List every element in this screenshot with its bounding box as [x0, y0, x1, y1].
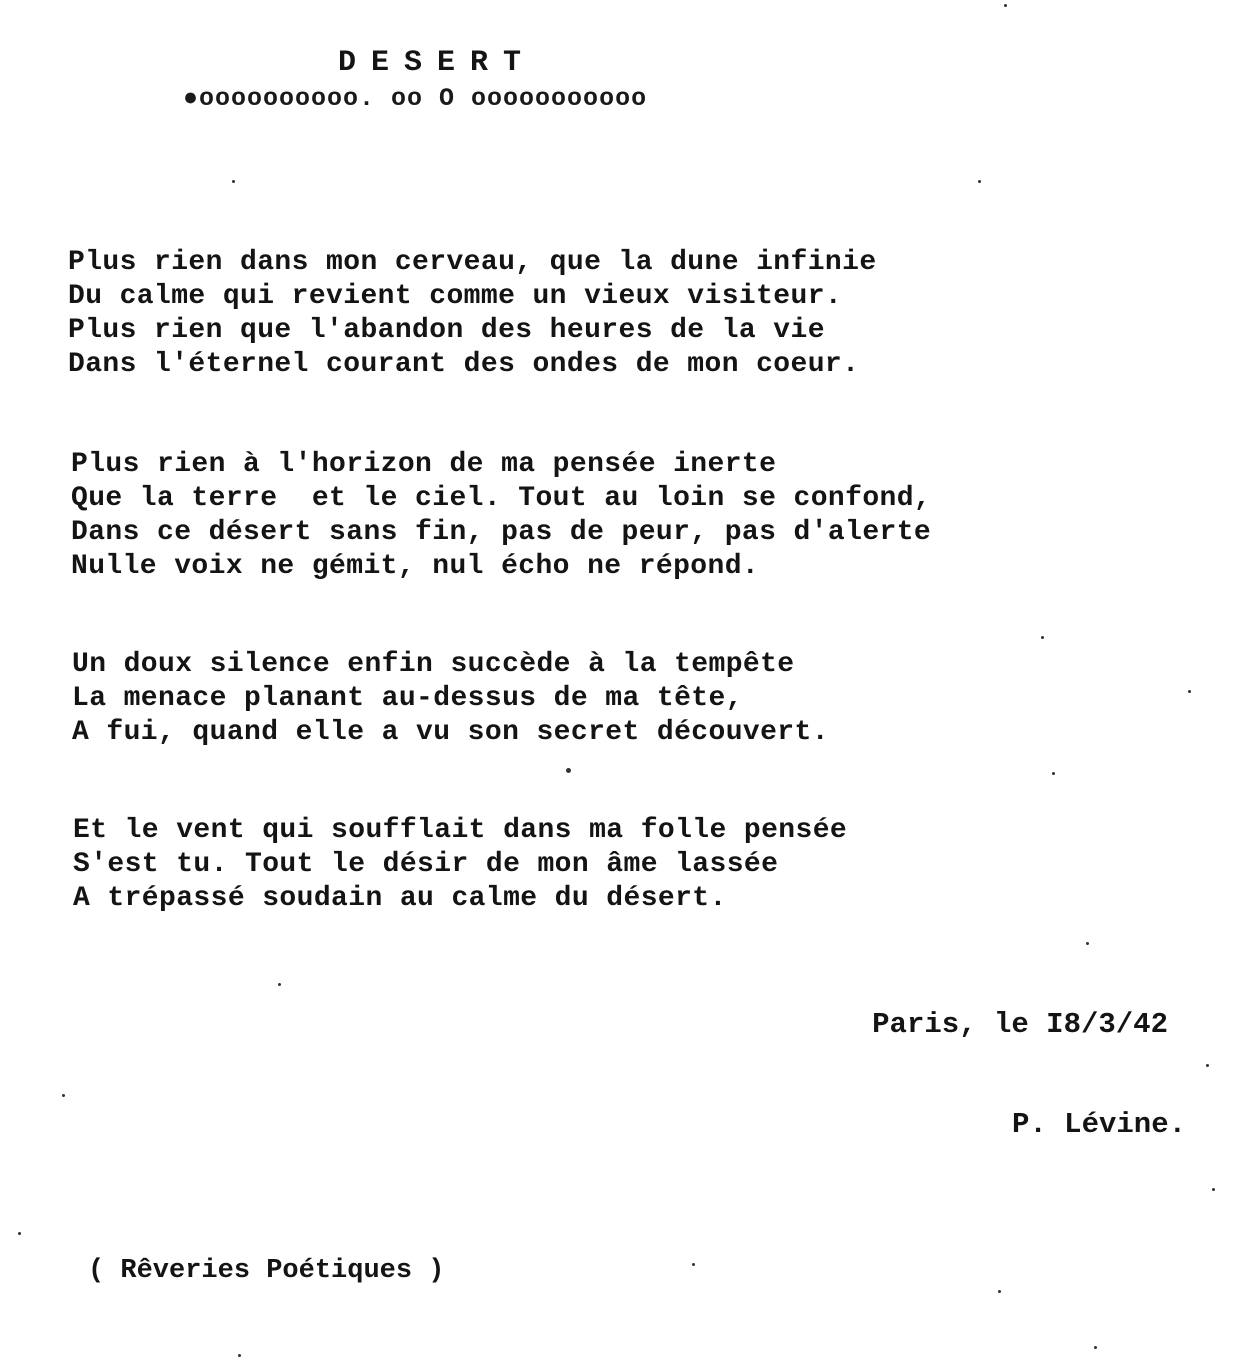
- scan-speck: [1212, 1188, 1215, 1191]
- stanza-4: [73, 814, 847, 916]
- scan-speck: [62, 1094, 65, 1097]
- poem-line: Que la terre et le ciel. Tout au loin se confond,: [71, 483, 932, 514]
- poem-line: Dans ce désert sans fin, pas de peur, pas d'alerte: [71, 517, 932, 548]
- stanza-2: [71, 448, 931, 584]
- poem-line: S'est tu. Tout le désir de mon âme lassée: [73, 849, 779, 880]
- scan-speck: [1188, 690, 1191, 693]
- poem-line: Et le vent qui soufflait dans ma folle pensée: [73, 815, 848, 846]
- scan-speck: [978, 180, 981, 183]
- scan-speck: [1206, 1064, 1209, 1067]
- scan-speck: [998, 1290, 1001, 1293]
- poem-line: Plus rien dans mon cerveau, que la dune infinie: [68, 247, 877, 278]
- poem-line: Plus rien que l'abandon des heures de la vie: [68, 315, 825, 346]
- poem-line: Nulle voix ne gémit, nul écho ne répond.: [71, 551, 760, 582]
- signature: P. Lévine.: [1011, 1108, 1186, 1141]
- scan-speck: [1004, 4, 1007, 7]
- stanza-1: [68, 246, 877, 382]
- scan-speck: [1094, 1346, 1097, 1349]
- scan-speck: [232, 180, 235, 183]
- poem-title: DESERT: [338, 46, 537, 80]
- scan-speck: [1041, 636, 1044, 639]
- poem-line: Plus rien à l'horizon de ma pensée inerte: [71, 449, 777, 480]
- poem-line: La menace planant au-dessus de ma tête,: [72, 683, 743, 714]
- title-ornament: ●oooooooooo. oo O ooooooooooo: [183, 84, 648, 113]
- scan-speck: [18, 1232, 21, 1235]
- scan-speck: [1052, 772, 1055, 775]
- stanza-3: [72, 648, 829, 750]
- poem-line: A trépassé soudain au calme du désert.: [73, 883, 727, 914]
- dateline: Paris, le I8/3/42: [872, 1008, 1168, 1041]
- scan-speck: [278, 983, 281, 986]
- collection-title: ( Rêveries Poétiques ): [88, 1256, 445, 1286]
- poem-line: A fui, quand elle a vu son secret découvert.: [72, 717, 829, 748]
- scan-speck: [1086, 942, 1089, 945]
- scan-speck: [238, 1354, 241, 1357]
- poem-line: Un doux silence enfin succède à la tempête: [72, 649, 795, 680]
- scan-speck: [566, 768, 571, 773]
- scan-speck: [692, 1263, 695, 1266]
- poem-line: Du calme qui revient comme un vieux visiteur.: [68, 281, 843, 312]
- poem-line: Dans l'éternel courant des ondes de mon coeur.: [68, 349, 860, 380]
